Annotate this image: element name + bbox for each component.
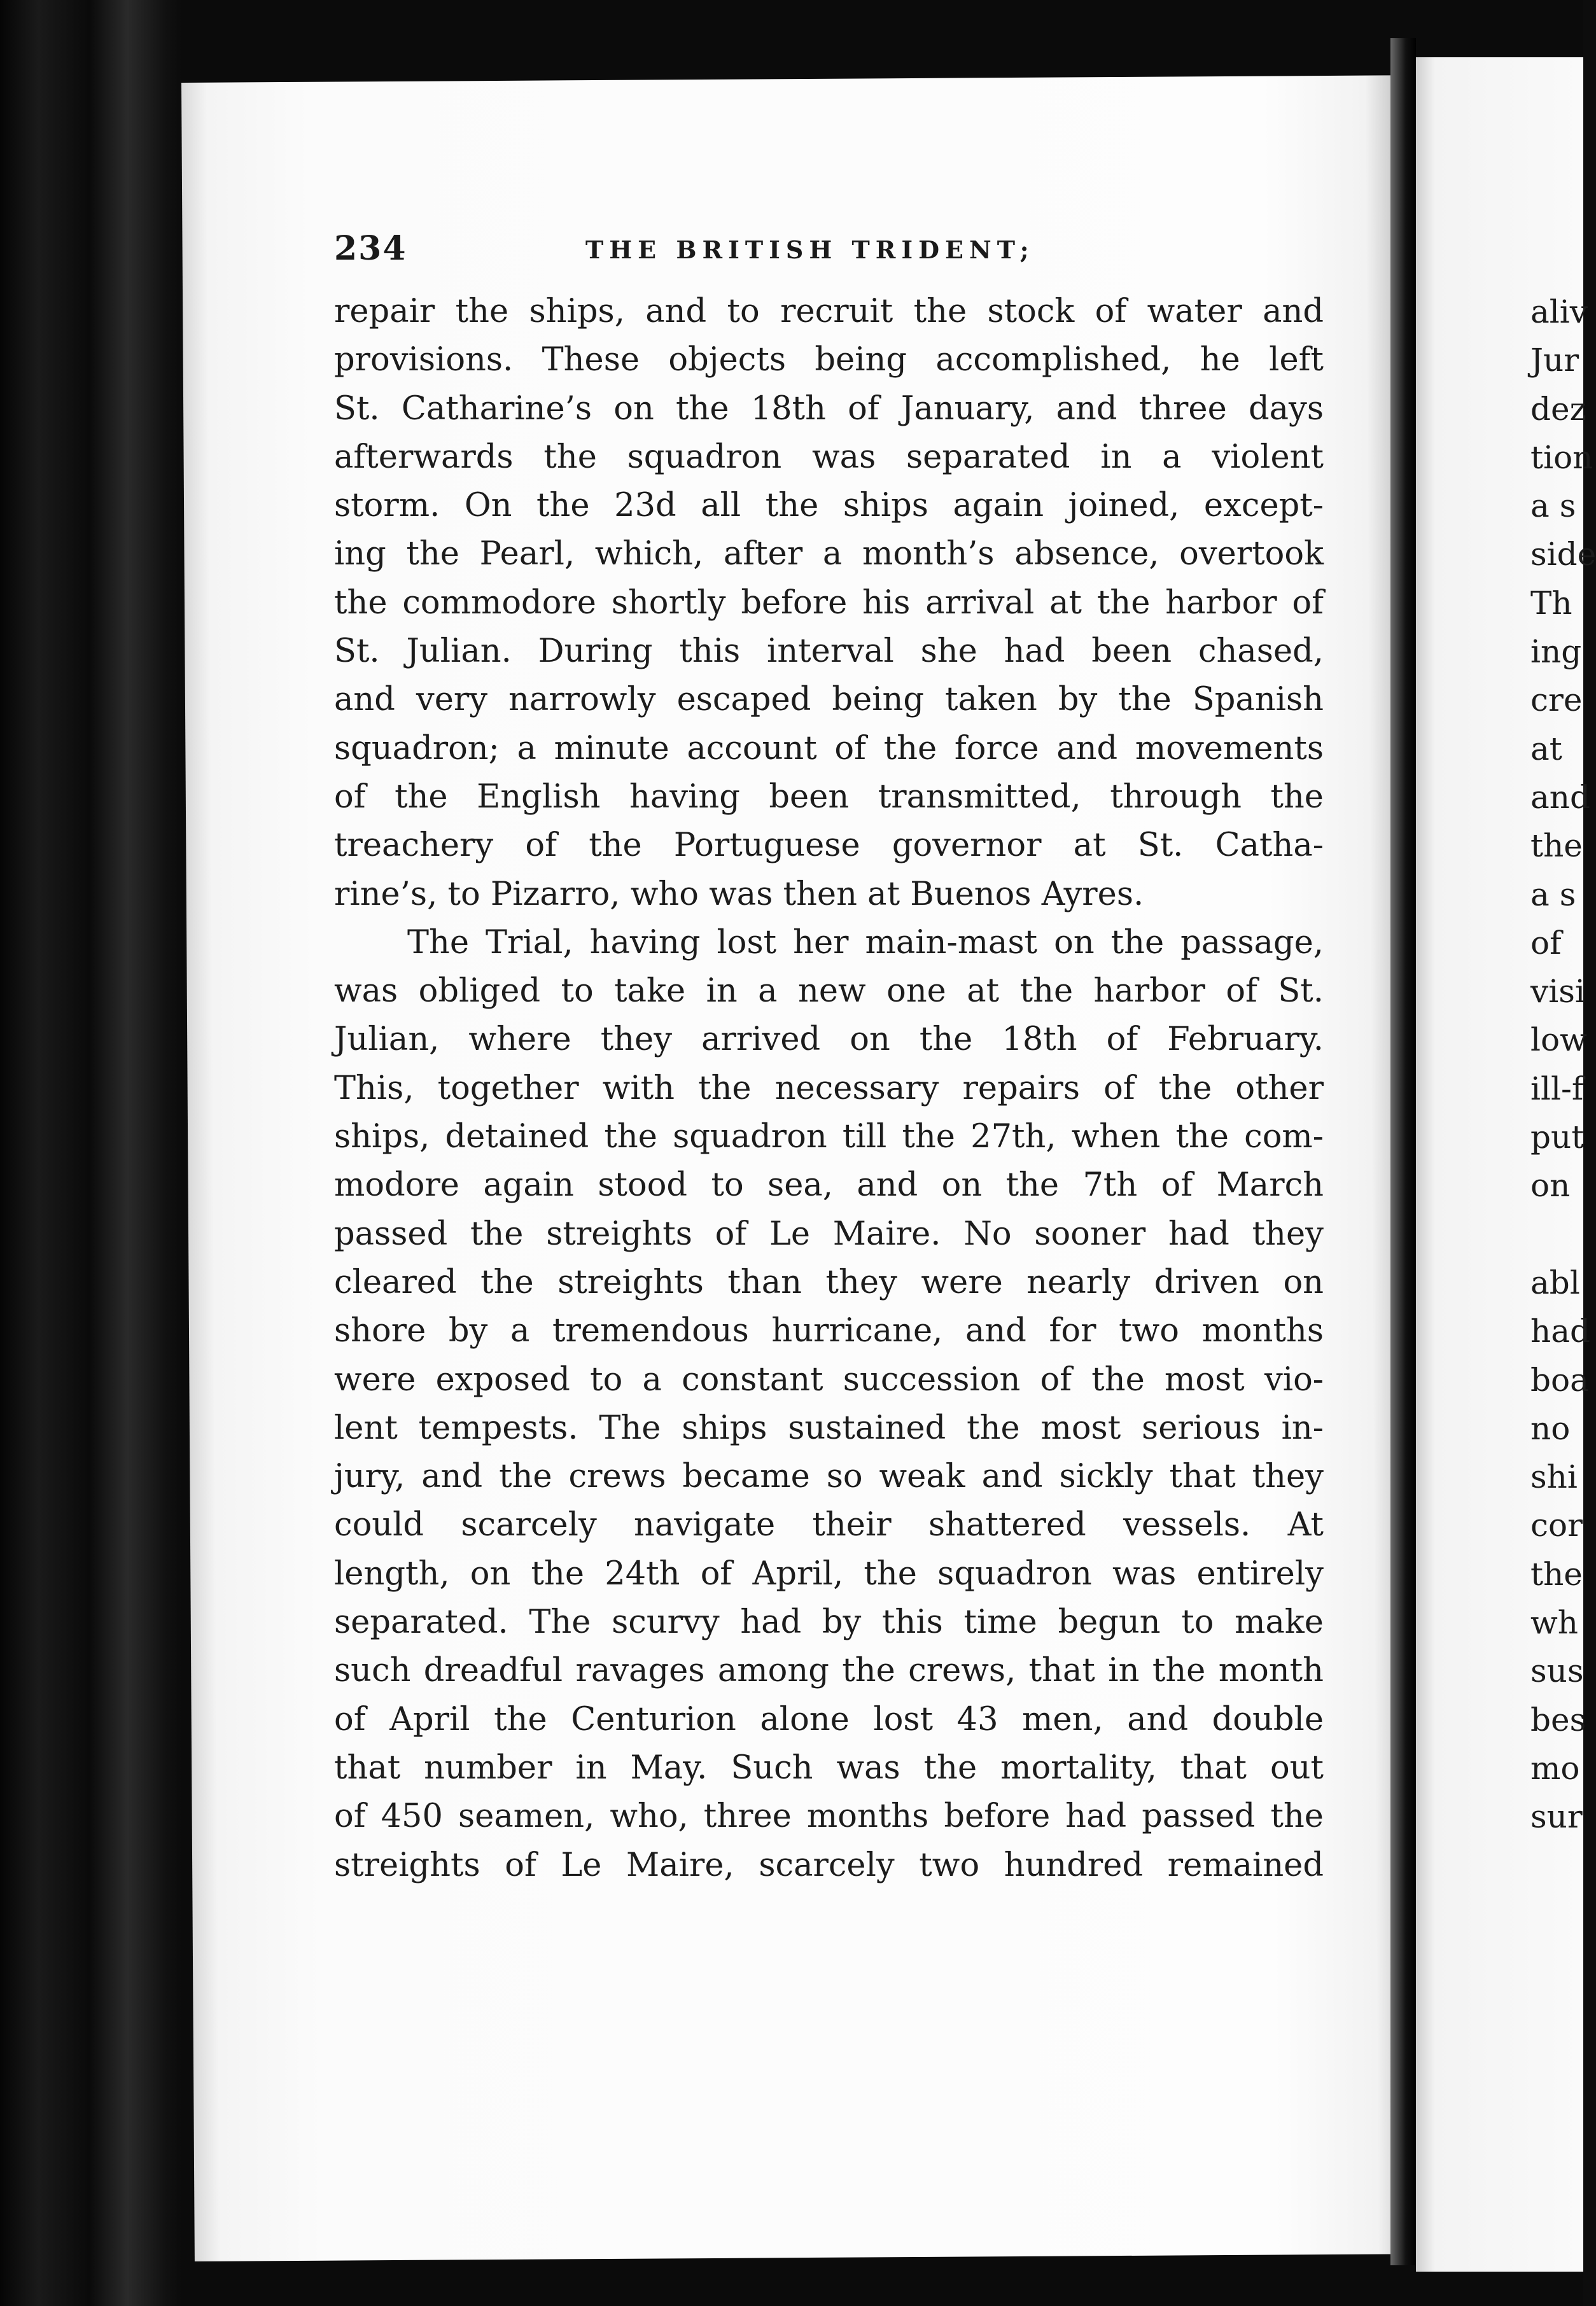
book-gutter xyxy=(1390,38,1416,2265)
text-line: repair the ships, and to recruit the stock of water and xyxy=(334,293,1324,330)
page-header xyxy=(334,229,1352,274)
text-line: The Trial, having lost her main-mast on the passage, xyxy=(407,923,1324,961)
text-line: afterwards the squadron was separated in a violent xyxy=(334,438,1324,476)
right-page-fragment: abl xyxy=(1530,1264,1580,1301)
right-page-fragment xyxy=(1530,1210,1583,1259)
right-page-fragment: shi xyxy=(1530,1458,1578,1496)
right-page-fragment: sur xyxy=(1530,1798,1583,1836)
right-page-fragment: wh xyxy=(1530,1604,1578,1642)
text-line: This, together with the necessary repairs of the other xyxy=(334,1069,1324,1107)
right-page-fragment: aliv xyxy=(1530,293,1588,330)
right-page-fragment: the xyxy=(1530,1555,1583,1593)
text-line: squadron; a minute account of the force and movements xyxy=(334,729,1324,767)
right-page-fragment: on xyxy=(1530,1167,1571,1205)
text-line: shore by a tremendous hurricane, and for two months xyxy=(334,1312,1324,1350)
text-line: length, on the 24th of April, the squadron was entirely xyxy=(334,1555,1324,1593)
text-line: rine’s, to Pizarro, who was then at Buenos Ayres. xyxy=(334,875,1144,913)
text-line: treachery of the Portuguese governor at St. Catha- xyxy=(334,827,1324,865)
right-page-fragment: the xyxy=(1530,827,1583,865)
text-line: of April the Centurion alone lost 43 men, and double xyxy=(334,1700,1324,1738)
right-page-fragment: bes xyxy=(1530,1701,1586,1738)
text-line: could scarcely navigate their shattered vessels. At xyxy=(334,1506,1324,1544)
text-line: cleared the streights than they were nearly driven on xyxy=(334,1263,1324,1301)
right-page-fragment: boa xyxy=(1530,1361,1589,1399)
right-page-fragment: low xyxy=(1530,1021,1587,1059)
text-line: and very narrowly escaped being taken by the Spanish xyxy=(334,681,1324,719)
text-line: modore again stood to sea, and on the 7th of March xyxy=(334,1166,1324,1205)
right-page-fragment: Jur xyxy=(1530,342,1579,379)
right-page-text-fragments xyxy=(1530,288,1596,1841)
right-page-fragment: ill-f xyxy=(1530,1070,1584,1107)
text-line: separated. The scurvy had by this time begun to make xyxy=(334,1604,1324,1642)
right-page-fragment: at xyxy=(1530,730,1562,767)
body-text xyxy=(334,288,1324,1890)
right-page-fragment: no xyxy=(1530,1409,1571,1447)
right-page-fragment: of xyxy=(1530,924,1562,961)
right-page-fragment: had xyxy=(1530,1313,1591,1350)
text-line: Julian, where they arrived on the 18th of February. xyxy=(334,1021,1324,1059)
text-line: such dreadful ravages among the crews, that in the month xyxy=(334,1652,1324,1690)
right-page-fragment: put xyxy=(1530,1119,1585,1156)
text-line: that number in May. Such was the mortality, that out xyxy=(334,1749,1324,1787)
text-line: St. Julian. During this interval she had been chased, xyxy=(334,632,1324,671)
right-page-fragment: a s xyxy=(1530,876,1576,913)
right-page-fragment: ing xyxy=(1530,633,1582,671)
text-line: lent tempests. The ships sustained the most serious in- xyxy=(334,1409,1324,1447)
right-page-fragment: a s xyxy=(1530,487,1576,525)
text-line: were exposed to a constant succession of the most vio- xyxy=(334,1360,1324,1399)
text-line: jury, and the crews became so weak and sickly that they xyxy=(334,1458,1324,1496)
page-number: 234 xyxy=(334,229,407,268)
right-page-fragment: mo xyxy=(1530,1749,1580,1787)
right-page-fragment: dez xyxy=(1530,390,1586,428)
text-line: storm. On the 23d all the ships again joined, except- xyxy=(334,487,1324,525)
right-page-fragment: Th xyxy=(1530,584,1572,622)
right-page-fragment: sus xyxy=(1530,1653,1584,1690)
text-line: St. Catharine’s on the 18th of January, and three days xyxy=(334,389,1324,428)
text-line: was obliged to take in a new one at the harbor of St. xyxy=(334,972,1324,1010)
right-page-fragment: cor xyxy=(1530,1507,1583,1544)
text-line: of 450 seamen, who, three months before had passed the xyxy=(334,1798,1324,1836)
text-line: the commodore shortly before his arrival at the harbor of xyxy=(334,583,1324,622)
right-page-fragment: and xyxy=(1530,778,1591,816)
text-line: provisions. These objects being accomplished, he left xyxy=(334,341,1324,379)
right-page-fragment: cre xyxy=(1530,681,1583,719)
text-line: streights of Le Maire, scarcely two hundred remained xyxy=(334,1846,1324,1884)
text-line: of the English having been transmitted, through the xyxy=(334,778,1324,816)
text-line: ing the Pearl, which, after a month’s absence, overtook xyxy=(334,535,1324,573)
right-page-fragment: visi xyxy=(1530,973,1585,1010)
text-line: ships, detained the squadron till the 27th, when the com- xyxy=(334,1118,1324,1156)
right-page-fragment: side xyxy=(1530,536,1596,573)
text-line: passed the streights of Le Maire. No sooner had they xyxy=(334,1215,1324,1253)
running-title: THE BRITISH TRIDENT; xyxy=(585,235,1035,264)
right-page-fragment: tion xyxy=(1530,438,1593,476)
